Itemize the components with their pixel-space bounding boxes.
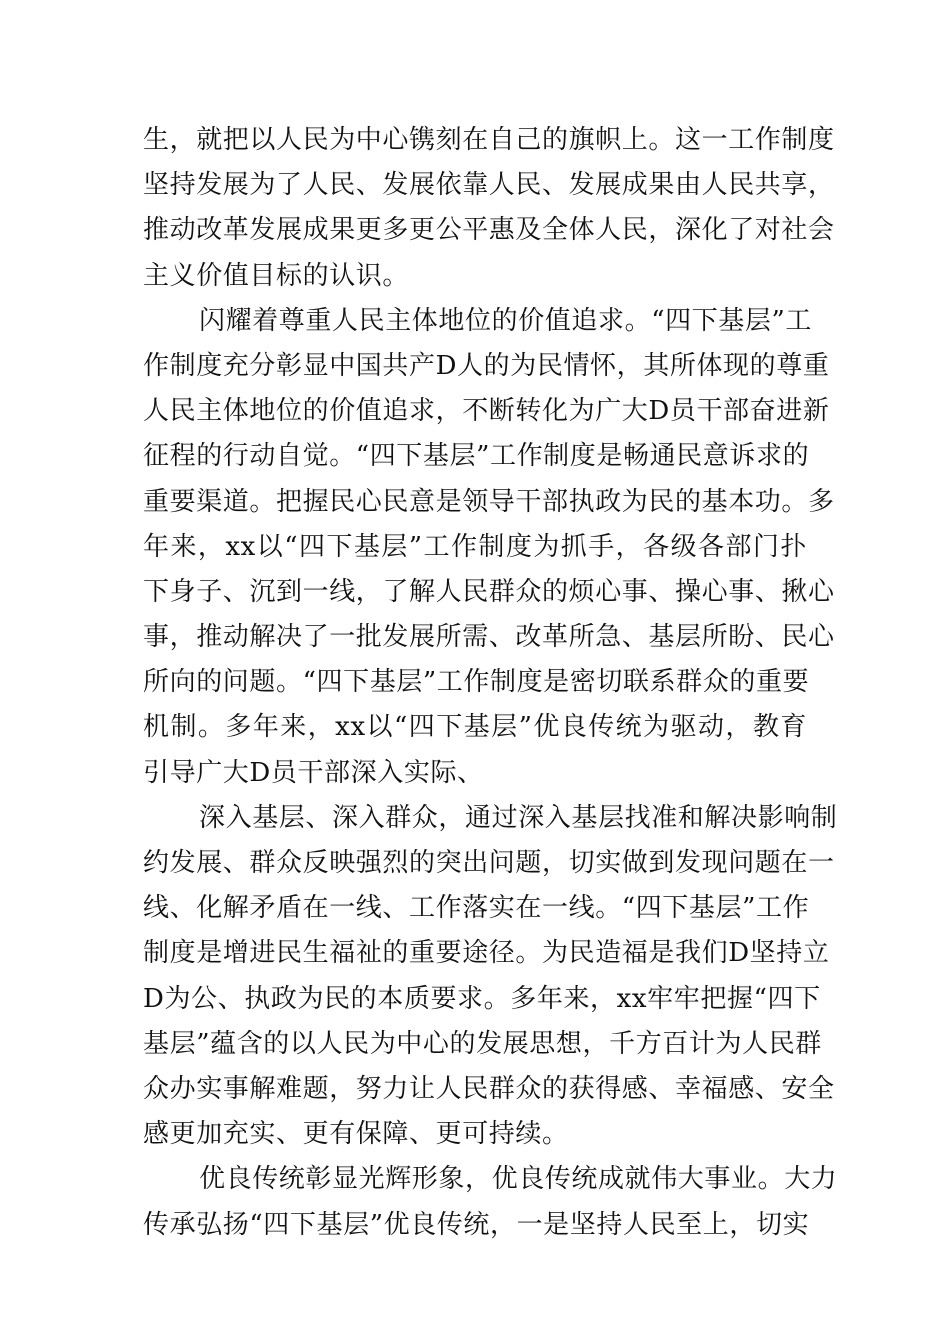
text-line: 引导广大D员干部深入实际、 bbox=[143, 757, 484, 788]
text-line: 重要渠道。把握民心民意是领导干部执政为民的基本功。多 bbox=[143, 486, 835, 517]
text-line: 征程的行动自觉。“四下基层”工作制度是畅通民意诉求的 bbox=[143, 441, 810, 472]
text-line: 闪耀着尊重人民主体地位的价值追求。“四下基层”工 bbox=[199, 305, 812, 336]
text-line: 主义价值目标的认识。 bbox=[143, 260, 410, 291]
text-line: 年来，xx以“四下基层”工作制度为抓手，各级各部门扑 bbox=[143, 531, 807, 562]
text-line: 事，推动解决了一批发展所需、改革所急、基层所盼、民心 bbox=[143, 622, 835, 653]
text-line: 感更加充实、更有保障、更可持续。 bbox=[143, 1119, 569, 1150]
text-line: 推动改革发展成果更多更公平惠及全体人民，深化了对社会 bbox=[143, 215, 835, 246]
text-line: D为公、执政为民的本质要求。多年来，xx牢牢把握“四下 bbox=[143, 983, 821, 1014]
paragraph-4 bbox=[143, 1157, 838, 1247]
text-line: 众办实事解难题，努力让人民群众的获得感、幸福感、安全 bbox=[143, 1073, 835, 1104]
text-line: 深入基层、深入群众，通过深入基层找准和解决影响制 bbox=[199, 802, 838, 833]
text-line: 作制度充分彰显中国共产D人的为民情怀，其所体现的尊重 bbox=[143, 350, 830, 381]
paragraph-1 bbox=[143, 118, 835, 299]
paragraph-3 bbox=[143, 796, 838, 1158]
text-line: 生，就把以人民为中心镌刻在自己的旗帜上。这一工作制度 bbox=[143, 125, 835, 155]
document-body bbox=[143, 118, 838, 1248]
text-line: 基层”蕴含的以人民为中心的发展思想，千方百计为人民群 bbox=[143, 1028, 822, 1059]
text-line: 优良传统彰显光辉形象，优良传统成就伟大事业。大力 bbox=[199, 1164, 838, 1195]
text-line: 传承弘扬“四下基层”优良传统，一是坚持人民至上，切实 bbox=[143, 1209, 810, 1240]
text-line: 所向的问题。“四下基层”工作制度是密切联系群众的重要 bbox=[143, 667, 810, 698]
text-line: 下身子、沉到一线，了解人民群众的烦心事、操心事、揪心 bbox=[143, 576, 835, 607]
text-line: 坚持发展为了人民、发展依靠人民、发展成果由人民共享， bbox=[143, 170, 835, 201]
text-line: 人民主体地位的价值追求，不断转化为广大D员干部奋进新 bbox=[143, 396, 830, 427]
text-line: 约发展、群众反映强烈的突出问题，切实做到发现问题在一 bbox=[143, 848, 835, 878]
text-line: 制度是增进民生福祉的重要途径。为民造福是我们D坚持立 bbox=[143, 938, 830, 969]
text-line: 机制。多年来，xx以“四下基层”优良传统为驱动，教育 bbox=[143, 712, 807, 743]
text-line: 线、化解矛盾在一线、工作落实在一线。“四下基层”工作 bbox=[143, 893, 810, 924]
paragraph-2 bbox=[143, 299, 835, 796]
